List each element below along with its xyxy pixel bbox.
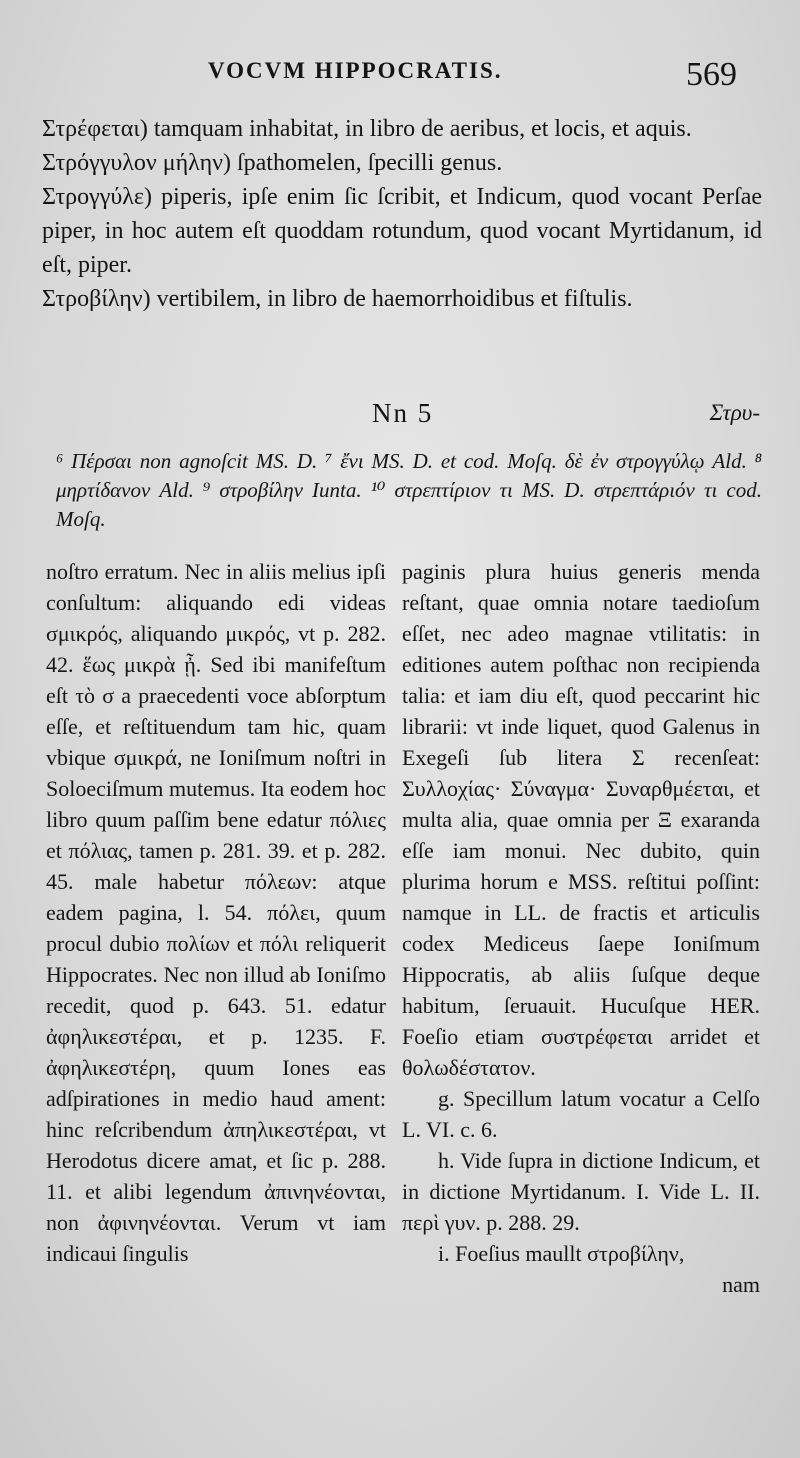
glossary-entry: Στρόγγυλον μήλην) ſpathomelen, ſpecilli genus. [42, 150, 503, 176]
glossary-entry: Στροβίλην) vertibilem, in libro de haemorrhoidibus et fiſtulis. [42, 286, 633, 312]
running-title: VOCVM HIPPOCRATIS. [208, 58, 503, 83]
gathering-signature: Nn 5 [372, 398, 434, 428]
note-i-continuation: nam [722, 1272, 760, 1297]
left-column [46, 556, 386, 1269]
page-header [0, 56, 800, 96]
right-column [402, 556, 760, 1300]
glossary-entry: Στρέφεται) tamquam inhabitat, in libro de aeribus, et locis, et aquis. [42, 116, 692, 142]
footnotes: ⁶ Πέρσαι non agnoſcit MS. D. ⁷ ἔνι MS. D. et cod. Moſq. δὲ ἐν στρογγύλῳ Ald. ⁸ μηρτίδανον Ald. ⁹ στροβίλην Iunta. ¹⁰ στρεπτίριον τι MS. D. στρεπτάριόν τι cod. Moſq. [56, 449, 762, 531]
commentary-paragraph: noſtro erratum. Nec in aliis melius ipſi conſultum: aliquando edi videas σμικρός, aliquando μικρός, vt p. 282. 42. ἕως μικρὰ ᾖ. Sed ibi manifeſtum eſt τὸ σ a praecedenti voce abſorptum eſſe, et reſtituendum tam hic, quam vbique σμικρά, ne Ioniſmum noſtri in Soloeciſmum mutemus. Ita eodem hoc libro quum paſſim bene edatur πόλιες et πόλιας, tamen p. 281. 39. et p. 282. 45. male habetur πόλεων: atque eadem pagina, l. 54. πόλει, quum procul dubio πολίων et πόλι reliquerit Hippocrates. Nec non illud ab Ioniſmo recedit, quod p. 643. 51. edatur ἀφηλικεστέραι, et p. 1235. F. ἀφηλικεστέρη, quum Iones eas adſpirationes in medio haud ament: hinc reſcribendum ἀπηλικεστέραι, vt Herodotus dicere amat, et ſic p. 288. 11. et alibi legendum ἀπινηνέονται, non ἀφινηνέονται. Verum vt iam indicaui ſingulis [46, 559, 386, 1266]
commentary-paragraph: paginis plura huius generis menda reſtant, quae omnia notare taedioſum eſſet, nec adeo magnae vtilitatis: in editiones autem poſthac non recipienda talia: et iam diu eſt, quod peccarint hic librarii: vt inde liquet, quod Galenus in Exegeſi ſub litera Σ recenſeat: Συλλοχίας· Σύναγμα· Συναρθμέεται, et multa alia, quae omnia per Ξ exaranda eſſe iam monui. Nec dubito, quin plurima horum e MSS. reſtitui poſſint: namque in LL. de fractis et articulis codex Mediceus ſaepe Ioniſmum Hippocratis, ab aliis ſuſque deque habitum, ſeruauit. Hucuſque HER. Foeſio etiam συστρέφεται arridet et θολωδέστατον. [402, 559, 760, 1080]
glossary-entry: Στρογγύλε) piperis, ipſe enim ſic ſcribit, et Indicum, quod vocant Perſae piper, in hoc autem eſt quoddam rotundum, quod vocant Myrtidanum, id eſt, piper. [42, 184, 762, 278]
note-h: h. Vide ſupra in dictione Indicum, et in dictione Myrtidanum. I. Vide L. II. περὶ γυν. p. 288. 29. [402, 1148, 760, 1235]
glossary-entries [42, 112, 762, 316]
page-number: 569 [686, 56, 737, 93]
note-g: g. Specillum latum vocatur a Celſo L. VI. c. 6. [402, 1086, 760, 1142]
catchword: Στρυ- [709, 400, 760, 425]
signature-line [42, 398, 762, 438]
note-i: i. Foeſius maullt στροβίλην, [438, 1241, 685, 1266]
